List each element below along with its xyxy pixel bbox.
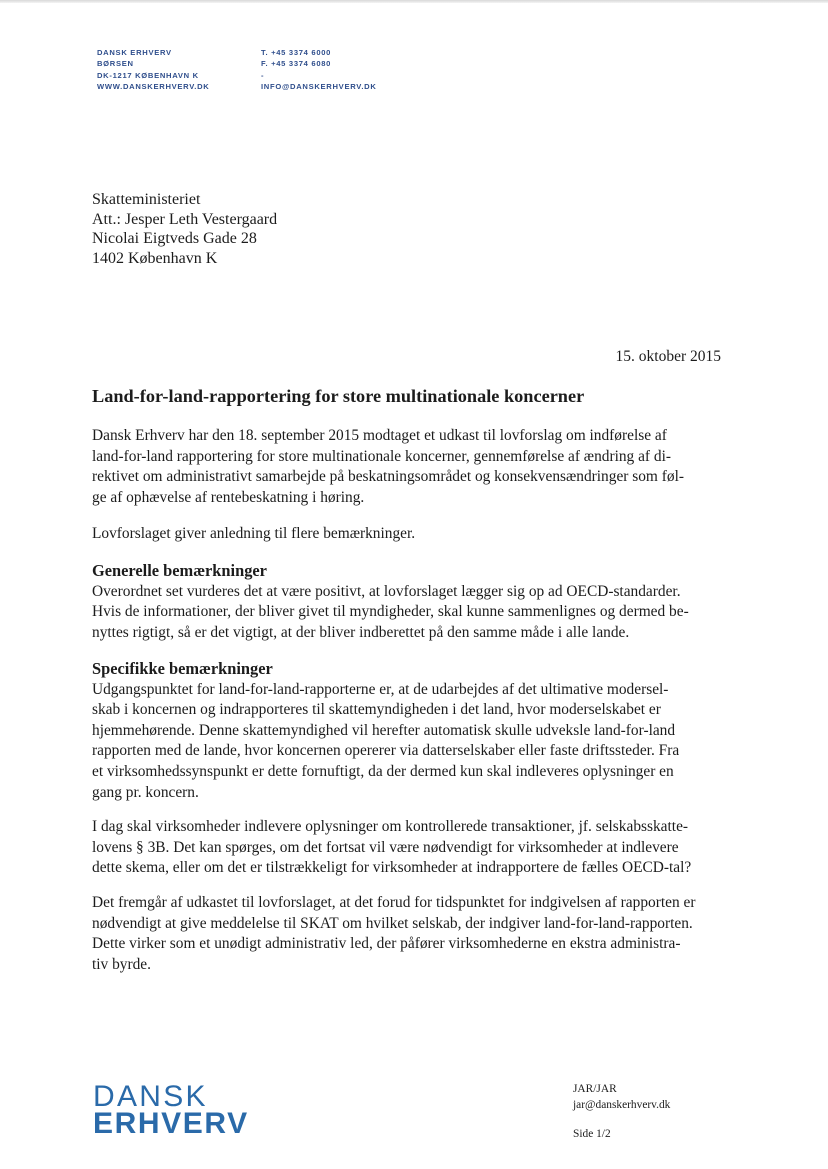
general-section bbox=[92, 561, 732, 643]
letterhead-fax: F. +45 3374 6080 bbox=[261, 59, 332, 69]
footer-info bbox=[573, 1082, 670, 1143]
specific-section bbox=[92, 659, 732, 803]
recipient-line: Att.: Jesper Leth Vestergaard bbox=[92, 210, 278, 228]
text-line: Udgangspunktet for land-for-land-rapporterne er, at de udarbejdes af det ultimative modersel- bbox=[92, 680, 669, 698]
recipient-line: 1402 København K bbox=[92, 249, 218, 267]
text-line: hjemmehørende. Denne skattemyndighed vil herefter automatisk skulle udveksle land-for-land bbox=[92, 721, 676, 739]
intro-paragraph bbox=[92, 426, 732, 508]
text-line: Dette virker som et unødigt administrativ led, der påfører virksomhederne en ekstra administra- bbox=[92, 935, 681, 953]
letterhead-dash: - bbox=[261, 70, 265, 80]
text-line: Lovforslaget giver anledning til flere bemærkninger. bbox=[92, 525, 416, 542]
letterhead-company: DANSK ERHVERV bbox=[97, 48, 172, 57]
letterhead-phone: T. +45 3374 6000 bbox=[261, 48, 332, 57]
logo-line-2: ERHVERV bbox=[93, 1107, 249, 1140]
footer-email: jar@danskerhverv.dk bbox=[573, 1098, 671, 1111]
text-line: skab i koncernen og indrapporteres til skattemyndigheden i det land, hvor moderselskabet er bbox=[92, 701, 661, 719]
page-number: Side 1/2 bbox=[573, 1128, 611, 1140]
text-line: et virksomhedssynspunkt er dette fornuftigt, da der dermed kun skal indleveres oplysninger en bbox=[92, 762, 674, 780]
transactions-paragraph bbox=[92, 817, 732, 879]
text-line: land-for-land rapportering for store multinationale koncerner, gennemførelse af ændring af di- bbox=[92, 447, 671, 465]
text-line: I dag skal virksomheder indlevere oplysninger om kontrollerede transaktioner, jf. selskabsskatte- bbox=[92, 818, 689, 835]
letterhead-building: BØRSEN bbox=[97, 59, 134, 69]
recipient-line: Nicolai Eigtveds Gade 28 bbox=[92, 230, 257, 247]
text-line: rektivet om administrativt samarbejde på beskatningsområdet og konsekvensændringer som føl- bbox=[92, 468, 684, 486]
remarks-paragraph bbox=[92, 524, 732, 545]
section-heading: Specifikke bemærkninger bbox=[92, 659, 273, 678]
recipient-line: Skatteministeriet bbox=[92, 191, 201, 208]
dansk-erhverv-logo bbox=[93, 1080, 249, 1140]
text-line: ge af ophævelse af rentebeskatning i høring. bbox=[92, 488, 365, 506]
letterhead-contact-left bbox=[97, 47, 209, 92]
text-line: rapporten med de lande, hvor koncernen opererer via datterselskaber eller faste driftssteder. Fra bbox=[92, 742, 680, 760]
recipient-address bbox=[92, 190, 277, 268]
notification-paragraph bbox=[92, 893, 732, 975]
text-line: gang pr. koncern. bbox=[92, 783, 199, 801]
letter-date: 15. oktober 2015 bbox=[615, 348, 721, 365]
letterhead-email: INFO@DANSKERHVERV.DK bbox=[261, 81, 377, 91]
scan-edge bbox=[0, 0, 828, 3]
text-line: Det fremgår af udkastet til lovforslaget, at det forud for tidspunktet for indgivelsen af rapporten er bbox=[92, 894, 696, 911]
letterhead-website: WWW.DANSKERHVERV.DK bbox=[97, 81, 210, 91]
logo-line-1: DANSK bbox=[93, 1080, 208, 1113]
letterhead-contact-right bbox=[261, 47, 377, 92]
text-line: nyttes rigtigt, så er det vigtigt, at der bliver indberettet på den samme måde i alle lande. bbox=[92, 623, 630, 641]
letter-title: Land-for-land-rapportering for store multinationale koncerner bbox=[92, 386, 585, 406]
text-line: tiv byrde. bbox=[92, 955, 151, 973]
text-line: nødvendigt at give meddelelse til SKAT om hvilket selskab, der indgiver land-for-land-rapporten. bbox=[92, 914, 693, 932]
letterhead-city: DK-1217 KØBENHAVN K bbox=[97, 70, 199, 80]
footer-initials: JAR/JAR bbox=[573, 1083, 617, 1095]
text-line: dette skema, eller om det er tilstrækkeligt for virksomheder at indrapportere de fælles OECD-tal? bbox=[92, 859, 692, 877]
text-line: Hvis de informationer, der bliver givet til myndigheder, skal kunne sammenlignes og dermed be- bbox=[92, 603, 689, 621]
text-line: lovens § 3B. Det kan spørges, om det fortsat vil være nødvendigt for virksomheder at indlevere bbox=[92, 838, 679, 856]
text-line: Overordnet set vurderes det at være positivt, at lovforslaget lægger sig op ad OECD-standarder. bbox=[92, 582, 681, 600]
text-line: Dansk Erhverv har den 18. september 2015 modtaget et udkast til lovforslag om indførelse af bbox=[92, 427, 667, 444]
section-heading: Generelle bemærkninger bbox=[92, 561, 267, 580]
